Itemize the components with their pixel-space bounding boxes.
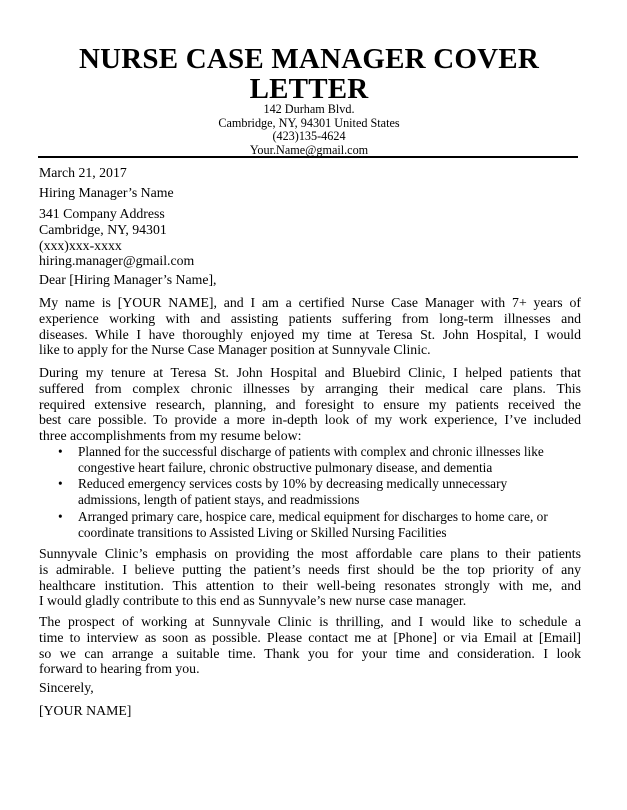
letter-date: March 21, 2017	[39, 165, 127, 180]
paragraph-1: My name is [YOUR NAME], and I am a certified Nurse Case Manager with 7+ years of experience working with and assisting patients suffering from long-term illnesses and diseases. While I have thoroughly enjoyed my time at Teresa St. John Hospital, I would like to apply for the Nurse Case Manager position at Sunnyvale Clinic.	[39, 295, 581, 358]
bullet-icon: •	[58, 444, 63, 459]
sender-contact-block	[40, 103, 578, 157]
recipient-phone: (xxx)xxx-xxxx	[39, 237, 122, 253]
recipient-address-block	[39, 206, 581, 269]
title-line-2: LETTER	[249, 73, 369, 105]
letter-title	[40, 44, 578, 104]
bullet-icon: •	[58, 476, 63, 492]
sender-address-line-1: 142 Durham Blvd.	[263, 102, 355, 116]
paragraph-3: Sunnyvale Clinic’s emphasis on providing the most affordable care plans to their patients is admirable. I believe putting the patient’s needs first should be the top priority of any healthcare institution. This attention to their well-being resonates strongly with me, and I would gladly contribute to this end as Sunnyvale’s new nurse case manager.	[39, 546, 581, 609]
paragraph-4: The prospect of working at Sunnyvale Clinic is thrilling, and I would like to schedule a time to interview as soon as possible. Please contact me at [Phone] or via Email at [Email] so we can arrange a suitable time. Thank you for your time and consideration. I look forward to hearing from you.	[39, 614, 581, 677]
bullet-icon: •	[58, 508, 63, 524]
header-divider	[38, 156, 578, 158]
recipient-name: Hiring Manager’s Name	[39, 185, 174, 200]
recipient-email: hiring.manager@gmail.com	[39, 253, 195, 269]
title-line-1: NURSE CASE MANAGER COVER	[79, 43, 539, 75]
sender-email: Your.Name@gmail.com	[249, 142, 369, 157]
paragraph-2: During my tenure at Teresa St. John Hospital and Bluebird Clinic, I helped patients that suffered from complex chronic illnesses by arranging their medical care plans. This required extensive research, planning, and foresight to ensure my patients received the best care possible. To provide a more in-depth look of my work experience, I’ve included three accomplishments from my resume below:	[39, 365, 581, 444]
sender-phone: (423)135-4624	[272, 129, 346, 144]
signature-name: [YOUR NAME]	[39, 703, 132, 718]
list-item: • Arranged primary care, hospice care, medical equipment for discharges to home care, or coordinate transitions to Assisted Living or Skilled Nursing Facilities	[58, 508, 548, 540]
list-item: • Planned for the successful discharge of patients with complex and chronic illnesses like congestive heart failure, chronic obstructive pulmonary disease, and dementia	[58, 444, 544, 475]
accomplishments-list	[58, 444, 581, 541]
list-item: • Reduced emergency services costs by 10% by decreasing medically unnecessary admissions, length of patient stays, and readmissions	[58, 476, 508, 508]
recipient-address-line-2: Cambridge, NY, 94301	[39, 221, 167, 237]
salutation: Dear [Hiring Manager’s Name],	[39, 272, 217, 287]
recipient-address-line-1: 341 Company Address	[39, 206, 165, 221]
closing: Sincerely,	[39, 680, 94, 695]
sender-address-line-2: Cambridge, NY, 94301 United States	[218, 115, 400, 130]
